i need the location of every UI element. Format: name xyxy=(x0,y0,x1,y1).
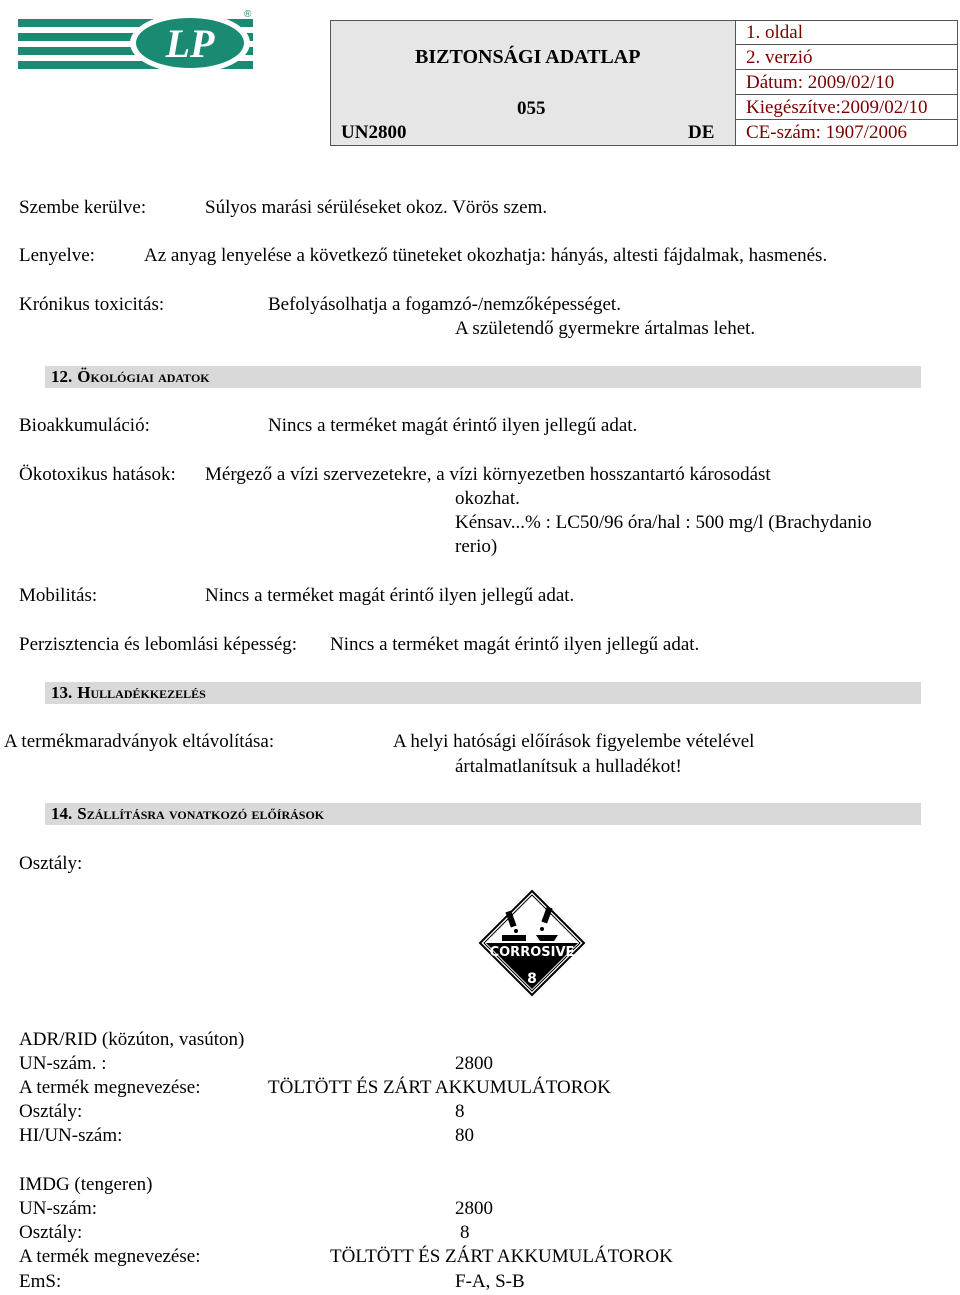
section-13-heading xyxy=(45,682,921,704)
section-12-heading xyxy=(45,366,921,388)
document-title: BIZTONSÁGI ADATLAP xyxy=(415,46,641,68)
supplemented-date: Kiegészítve:2009/02/10 xyxy=(736,96,957,120)
chronic-toxicity-label: Krónikus toxicitás: xyxy=(19,294,165,315)
product-code: 055 xyxy=(517,98,546,119)
adr-class-label: Osztály: xyxy=(19,1101,83,1122)
imdg-ems-label: EmS: xyxy=(19,1271,62,1292)
document-header xyxy=(330,20,958,146)
mobility-value: Nincs a terméket magát érintő ilyen jellegű adat. xyxy=(205,585,575,606)
imdg-ems-value: F-A, S-B xyxy=(455,1271,525,1292)
company-logo xyxy=(18,5,253,73)
imdg-un-value: 2800 xyxy=(455,1198,493,1219)
lp-logo-icon xyxy=(18,5,253,73)
adr-hi-un-label: HI/UN-szám: xyxy=(19,1125,123,1146)
waste-removal-line-2: ártalmatlanítsuk a hulladékot! xyxy=(455,756,682,777)
chronic-toxicity-line-1: Befolyásolhatja a fogamzó-/nemzőképességet. xyxy=(268,294,621,315)
section-14-heading xyxy=(45,803,921,825)
transport-class-label: Osztály: xyxy=(19,853,83,874)
eye-contact-value: Súlyos marási sérüléseket okoz. Vörös szem. xyxy=(205,197,548,218)
ecotoxic-line-2: okozhat. xyxy=(455,488,520,509)
imdg-un-label: UN-szám: xyxy=(19,1198,98,1219)
adr-un-value: 2800 xyxy=(455,1053,493,1074)
waste-removal-label: A termékmaradványok eltávolítása: xyxy=(4,731,275,752)
date: Dátum: 2009/02/10 xyxy=(736,71,957,95)
section-13-title: Hulladékkezelés xyxy=(77,683,206,702)
adr-product-name-value: TÖLTÖTT ÉS ZÁRT AKKUMULÁTOROK xyxy=(268,1077,611,1098)
adr-un-label: UN-szám. : xyxy=(19,1053,107,1074)
language-code: DE xyxy=(688,122,715,143)
section-13-number: 13. xyxy=(51,683,73,702)
section-14-number: 14. xyxy=(51,804,73,823)
corrosive-pictogram xyxy=(478,889,586,997)
imdg-product-name-value: TÖLTÖTT ÉS ZÁRT AKKUMULÁTOROK xyxy=(330,1246,673,1267)
version: 2. verzió xyxy=(736,46,957,70)
bioaccumulation-value: Nincs a terméket magát érintő ilyen jellegű adat. xyxy=(268,415,638,436)
adr-class-value: 8 xyxy=(455,1101,465,1122)
persistence-value: Nincs a terméket magát érintő ilyen jellegű adat. xyxy=(330,634,700,655)
un-number: UN2800 xyxy=(341,122,407,143)
imdg-class-value: 8 xyxy=(460,1222,470,1243)
ecotoxic-line-1: Mérgező a vízi szervezetekre, a vízi környezetben hosszantartó károsodást xyxy=(205,464,771,485)
chronic-toxicity-line-2: A születendő gyermekre ártalmas lehet. xyxy=(455,318,756,339)
header-meta-cell xyxy=(736,21,957,145)
swallow-value: Az anyag lenyelése a következő tüneteket okozhatja: hányás, altesti fájdalmak, hasmenés. xyxy=(144,245,828,266)
section-14-title: Szállításra vonatkozó előírások xyxy=(77,804,325,823)
imdg-class-label: Osztály: xyxy=(19,1222,83,1243)
persistence-label: Perzisztencia és lebomlási képesség: xyxy=(19,634,298,655)
logo-text: LP xyxy=(165,21,215,66)
ce-number: CE-szám: 1907/2006 xyxy=(746,122,907,143)
registered-mark: ® xyxy=(244,9,252,20)
mobility-label: Mobilitás: xyxy=(19,585,98,606)
corrosive-diamond-icon xyxy=(478,889,586,997)
ecotoxic-label: Ökotoxikus hatások: xyxy=(19,464,176,485)
waste-removal-line-1: A helyi hatósági előírások figyelembe vételével xyxy=(393,731,755,752)
hazard-class-number: 8 xyxy=(527,971,537,987)
ecotoxic-line-3: Kénsav...% : LC50/96 óra/hal : 500 mg/l (Brachydanio xyxy=(455,512,872,533)
adr-heading: ADR/RID (közúton, vasúton) xyxy=(19,1029,245,1050)
ecotoxic-line-4: rerio) xyxy=(455,536,498,557)
adr-hi-un-value: 80 xyxy=(455,1125,474,1146)
imdg-heading: IMDG (tengeren) xyxy=(19,1174,153,1195)
section-12-number: 12. xyxy=(51,367,73,386)
bioaccumulation-label: Bioakkumuláció: xyxy=(19,415,150,436)
swallow-label: Lenyelve: xyxy=(19,245,95,266)
header-title-cell xyxy=(331,21,736,145)
eye-contact-label: Szembe kerülve: xyxy=(19,197,147,218)
page-number: 1. oldal xyxy=(736,21,957,45)
adr-product-name-label: A termék megnevezése: xyxy=(19,1077,201,1098)
section-12-title: Ökológiai adatok xyxy=(77,367,210,386)
imdg-product-name-label: A termék megnevezése: xyxy=(19,1246,201,1267)
corrosive-text: CORROSIVE xyxy=(489,945,575,960)
